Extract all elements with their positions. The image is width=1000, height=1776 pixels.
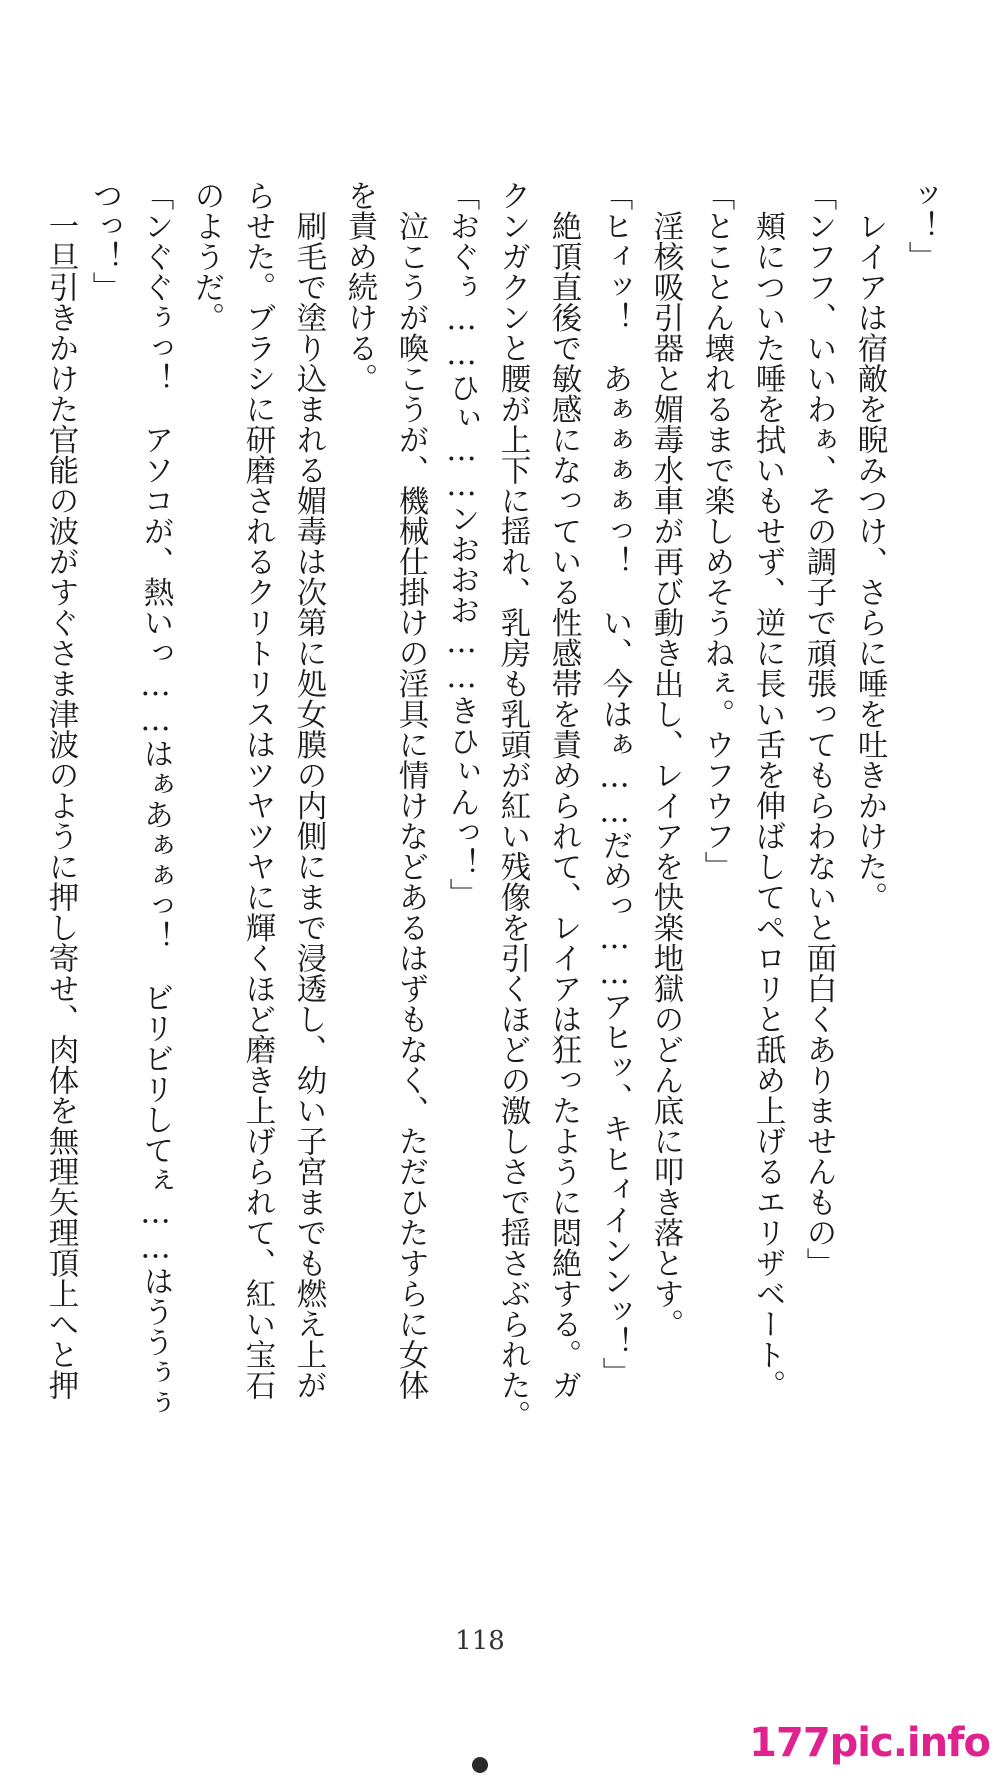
text-column: 淫核吸引器と媚毒水車が再び動き出し、レイアを快楽地獄のどん底に叩き落とす。 (648, 180, 683, 1339)
text-column: 一旦引きかけた官能の波がすぐさま津波のように押し寄せ、肉体を無理矢理頂上へと押 (43, 180, 78, 1400)
text-column: を責め続ける。 (342, 180, 377, 394)
text-column: 泣こうが喚こうが、機械仕掛けの淫具に情けなどあるはずもなく、ただひたすらに女体 (393, 180, 428, 1400)
text-column: 「とことん壊れるまで楽しめそうねぇ。ウフウフ」 (699, 180, 734, 882)
text-column: レイアは宿敵を睨みつけ、さらに唾を吐きかけた。 (852, 180, 887, 912)
text-column: クンガクンと腰が上下に揺れ、乳房も乳頭が紅い残像を引くほどの激しさで揺さぶられた。 (495, 180, 530, 1431)
text-column: 「ンフフ、いいわぁ、その調子で頑張ってもらわないと面白くありませんもの」 (801, 180, 836, 1278)
text-column: つっ！」 (87, 180, 122, 302)
text-column: 頬についた唾を拭いもせず、逆に長い舌を伸ばしてペロリと舐め上げるエリザベート。 (750, 180, 785, 1400)
watermark: 177pic.info (749, 1720, 990, 1766)
text-column: らせた。ブラシに研磨されるクリトリスはツヤツヤに輝くほど磨き上げられて、紅い宝石 (240, 180, 275, 1400)
text-column: 「ヒィッ！ あぁぁぁぁっ！ い、今はぁ……だめっ……アヒッ、キヒィインンッ！」 (597, 180, 632, 1388)
text-column: 「おぐぅ……ひぃ……ンおおお……きひぃんっ！」 (444, 180, 479, 909)
text-column: 刷毛で塗り込まれる媚毒は次第に処女膜の内側にまで浸透し、幼い子宮までも燃え上が (291, 180, 326, 1400)
page-number: 118 (455, 1626, 505, 1656)
text-column: ッ！」 (903, 180, 938, 272)
page-dot-icon (472, 1757, 488, 1773)
text-column: のようだ。 (189, 180, 224, 333)
text-column: 絶頂直後で敏感になっている性感帯を責められて、レイアは狂ったように悶絶する。ガ (546, 180, 581, 1400)
text-column: 「ンぐぐぅっ！ アソコが、熱いっ……はぁあぁぁっ！ ビリビリしてぇ……はううぅぅ (138, 180, 173, 1418)
vertical-text-block (40, 180, 940, 1520)
